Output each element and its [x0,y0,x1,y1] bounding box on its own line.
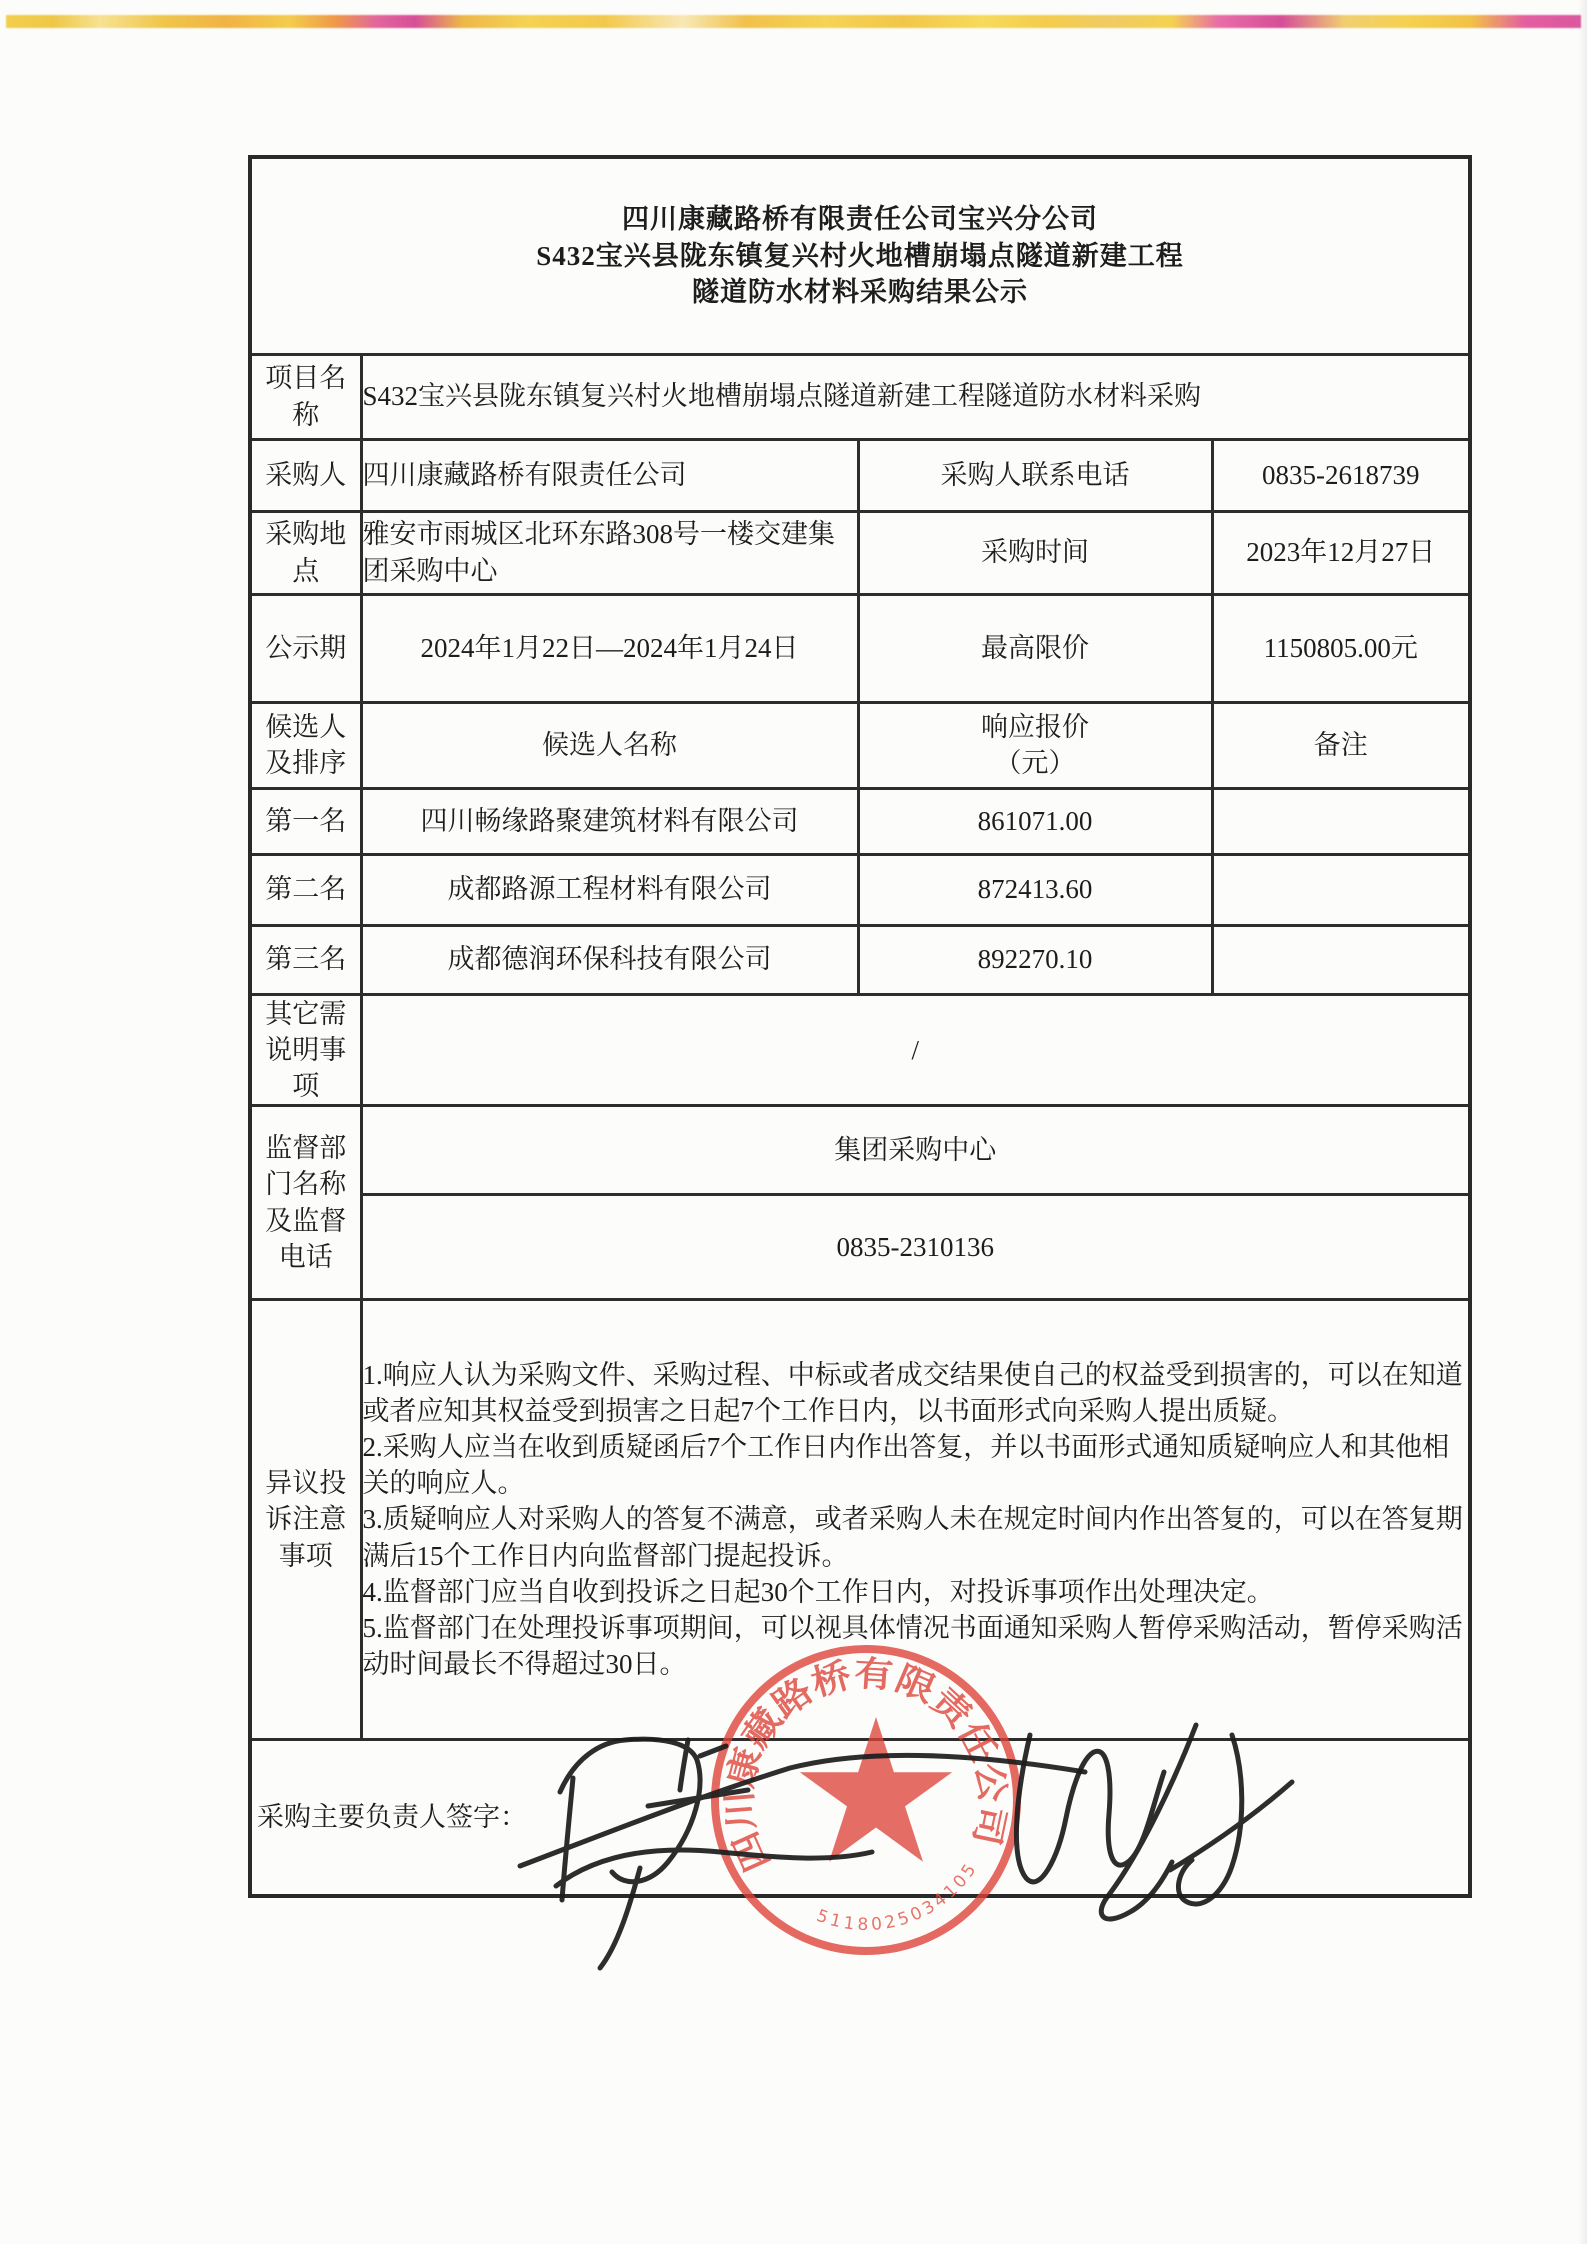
seal-number-text: 5118025034105 [813,1857,983,1936]
location-value: 雅安市雨城区北环东路308号一楼交建集团采购中心 [361,511,858,594]
other-notes-value: / [361,994,1470,1106]
candidate-3-price: 892270.10 [858,925,1212,994]
rank-1-label: 第一名 [250,788,361,854]
notice-item-2: 2.采购人应当在收到质疑函后7个工作日内作出答复，并以书面形式通知质疑响应人和其他相关的响应人。 [362,1432,1450,1499]
candidate-row-2 [250,854,1470,925]
candidate-1-name: 四川畅缘路聚建筑材料有限公司 [361,788,858,854]
rank-3-label: 第三名 [250,925,361,994]
signature-label: 采购主要负责人签字： [257,1802,527,1833]
notice-item-5: 5.监督部门在处理投诉事项期间，可以视具体情况书面通知采购人暂停采购活动，暂停采购活动时间最长不得超过30日。 [362,1612,1463,1680]
notice-item-1: 1.响应人认为采购文件、采购过程、中标或者成交结果使自己的权益受到损害的，可以在知道或者应知其权益受到损害之日起7个工作日内，以书面形式向采购人提出质疑。 [362,1359,1463,1426]
max-price-value: 1150805.00元 [1212,594,1470,702]
candidates-section-label: 候选人及排序 [250,702,361,788]
location-label: 采购地点 [250,511,361,594]
max-price-label: 最高限价 [858,594,1212,702]
candidate-1-price: 861071.00 [858,788,1212,854]
candidate-3-name: 成都德润环保科技有限公司 [361,925,858,994]
publicity-period-value: 2024年1月22日—2024年1月24日 [361,594,858,702]
candidate-price-header [858,702,1212,788]
rank-2-label: 第二名 [250,854,361,925]
seal-company-text: 四川康藏路桥有限责任公司 [720,1654,1012,1878]
title-line-2: S432宝兴县陇东镇复兴村火地槽崩塌点隧道新建工程 [536,240,1184,271]
notice-item-3: 3.质疑响应人对采购人的答复不满意，或者采购人未在规定时间内作出答复的，可以在答复期满后15个工作日内向监督部门提起投诉。 [362,1504,1463,1571]
procurement-result-table [248,155,1472,1898]
scan-edge-shadow [1578,0,1587,2244]
candidate-3-remark [1212,925,1470,994]
document-title [250,157,1470,354]
scan-color-stripe [6,15,1581,28]
supervision-phone: 0835-2310136 [361,1195,1470,1300]
notice-item-4: 4.监督部门应当自收到投诉之日起30个工作日内，对投诉事项作出处理决定。 [362,1576,1274,1607]
objection-notice-content [361,1300,1470,1740]
title-line-1: 四川康藏路桥有限责任公司宝兴分公司 [622,204,1098,235]
title-line-3: 隧道防水材料采购结果公示 [692,276,1028,307]
signature-row [250,1740,1470,1896]
purchaser-phone-label: 采购人联系电话 [858,439,1212,511]
remark-header: 备注 [1212,702,1470,788]
purchase-time-label: 采购时间 [858,511,1212,594]
purchase-time-value: 2023年12月27日 [1212,511,1470,594]
supervision-department: 集团采购中心 [361,1106,1470,1195]
purchaser-label: 采购人 [250,439,361,511]
supervision-label: 监督部门名称及监督电话 [250,1106,361,1300]
purchaser-phone-value: 0835-2618739 [1212,439,1470,511]
price-header-line2: （元） [994,748,1076,778]
candidate-2-name: 成都路源工程材料有限公司 [361,854,858,925]
candidate-row-3 [250,925,1470,994]
objection-notice-label: 异议投诉注意事项 [250,1300,361,1740]
candidate-name-header: 候选人名称 [361,702,858,788]
project-name-value: S432宝兴县陇东镇复兴村火地槽崩塌点隧道新建工程隧道防水材料采购 [361,354,1470,439]
project-name-label: 项目名称 [250,354,361,439]
candidate-2-price: 872413.60 [858,854,1212,925]
other-notes-label: 其它需说明事项 [250,994,361,1106]
price-header-line1: 响应报价 [981,711,1089,742]
candidate-2-remark [1212,854,1470,925]
candidate-row-1 [250,788,1470,854]
candidate-1-remark [1212,788,1470,854]
publicity-period-label: 公示期 [250,594,361,702]
purchaser-value: 四川康藏路桥有限责任公司 [361,439,858,511]
